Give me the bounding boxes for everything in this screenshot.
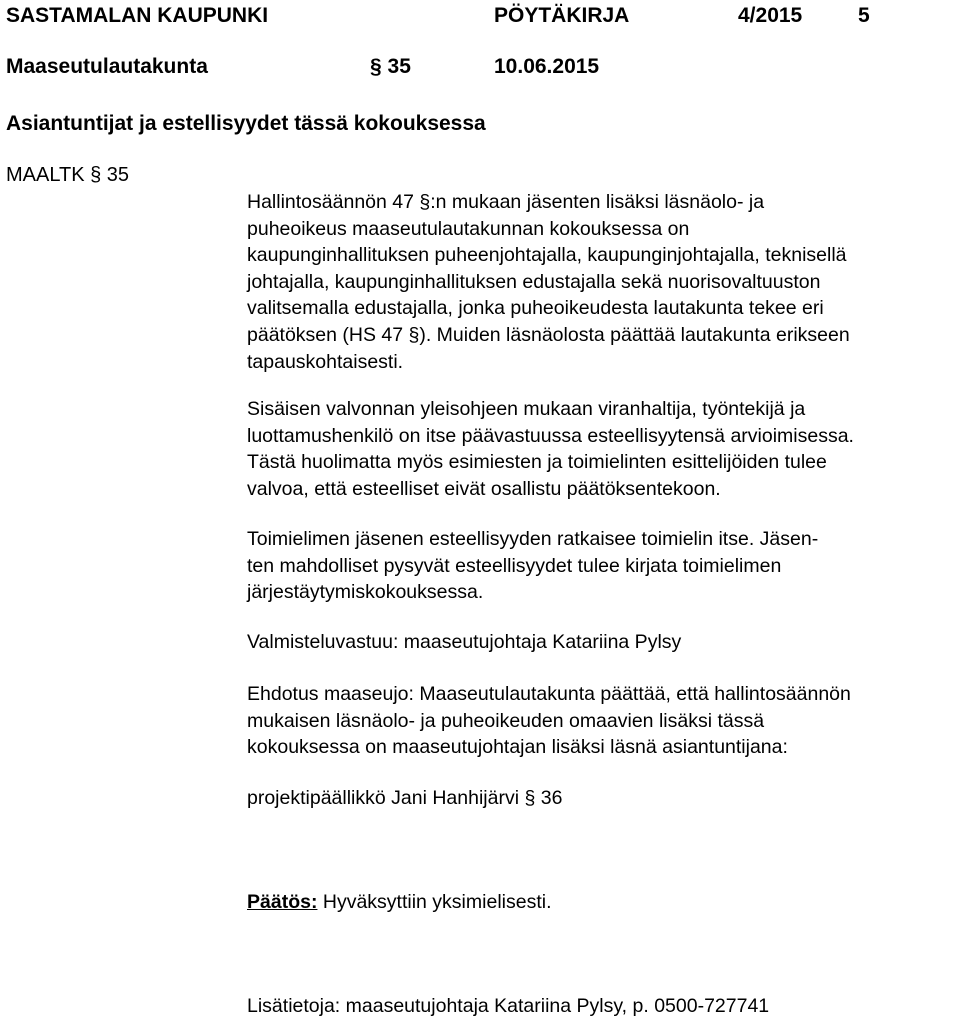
paragraph-disqualification xyxy=(247,526,952,606)
header-section: § 35 xyxy=(370,55,411,78)
text-line: tapauskohtaisesti. xyxy=(247,350,404,373)
paragraph-attendance-rules xyxy=(247,189,952,375)
header-city: SASTAMALAN KAUPUNKI xyxy=(6,4,269,27)
paragraph-preparer xyxy=(247,629,952,656)
paragraph-proposal xyxy=(247,681,952,761)
header-board: Maaseutulautakunta xyxy=(6,55,208,78)
text-line: luottamushenkilö on itse päävastuussa esteellisyytensä arvioimisessa. xyxy=(247,424,854,447)
text-line: puheoikeus maaseutulautakunnan kokouksessa on xyxy=(247,217,690,240)
decision xyxy=(247,889,952,916)
text-line: kaupunginhallituksen puheenjohtajalla, kaupunginjohtajalla, teknisellä xyxy=(247,244,847,267)
text-line: järjestäytymiskokouksessa. xyxy=(247,581,484,604)
paragraph-internal-control xyxy=(247,396,952,502)
decision-text: Hyväksyttiin yksimielisesti. xyxy=(317,891,552,913)
text-line: päätöksen (HS 47 §). Muiden läsnäolosta päättää lautakunta erikseen xyxy=(247,323,850,346)
text-line: Ehdotus maaseujo: Maaseutulautakunta päättää, että hallintosäännön xyxy=(247,683,851,705)
header-doc-type: PÖYTÄKIRJA xyxy=(494,4,630,27)
text-line: Hallintosäännön 47 §:n mukaan jäsenten lisäksi läsnäolo- ja xyxy=(247,191,765,213)
text-line: mukaisen läsnäolo- ja puheoikeuden omaavien lisäksi tässä xyxy=(247,709,765,732)
text-line: valitsemalla edustajalla, jonka puheoikeudesta lautakunta tekee eri xyxy=(247,297,824,320)
text-line: Sisäisen valvonnan yleisohjeen mukaan viranhaltija, työntekijä ja xyxy=(247,398,806,420)
contact-info xyxy=(247,993,952,1020)
text-line: Valmisteluvastuu: maaseutujohtaja Katariina Pylsy xyxy=(247,631,682,653)
header-date: 10.06.2015 xyxy=(494,55,600,78)
text-line: kokouksessa on maaseutujohtajan lisäksi läsnä asiantuntijana: xyxy=(247,736,788,759)
text-line: johtajalla, kaupunginhallituksen edustajalla sekä nuorisovaltuuston xyxy=(247,270,821,293)
decision-label: Päätös: xyxy=(247,891,318,913)
text-line: ten mahdolliset pysyvät esteellisyydet tulee kirjata toimielimen xyxy=(247,554,782,577)
text-line: Lisätietoja: maaseutujohtaja Katariina Pylsy, p. 0500-727741 xyxy=(247,995,770,1017)
paragraph-expert xyxy=(247,785,952,812)
item-reference: MAALTK § 35 xyxy=(6,164,130,186)
text-line: valvoa, että esteelliset eivät osallistu päätöksentekoon. xyxy=(247,477,721,500)
text-line: projektipäällikkö Jani Hanhijärvi § 36 xyxy=(247,787,563,809)
text-line: Toimielimen jäsenen esteellisyyden ratkaisee toimielin itse. Jäsen- xyxy=(247,528,819,550)
text-line: Tästä huolimatta myös esimiesten ja toimielinten esittelijöiden tulee xyxy=(247,451,827,474)
page-title: Asiantuntijat ja estellisyydet tässä kokouksessa xyxy=(6,112,486,135)
header-doc-number: 4/2015 xyxy=(738,4,803,27)
header-page-number: 5 xyxy=(858,4,870,27)
